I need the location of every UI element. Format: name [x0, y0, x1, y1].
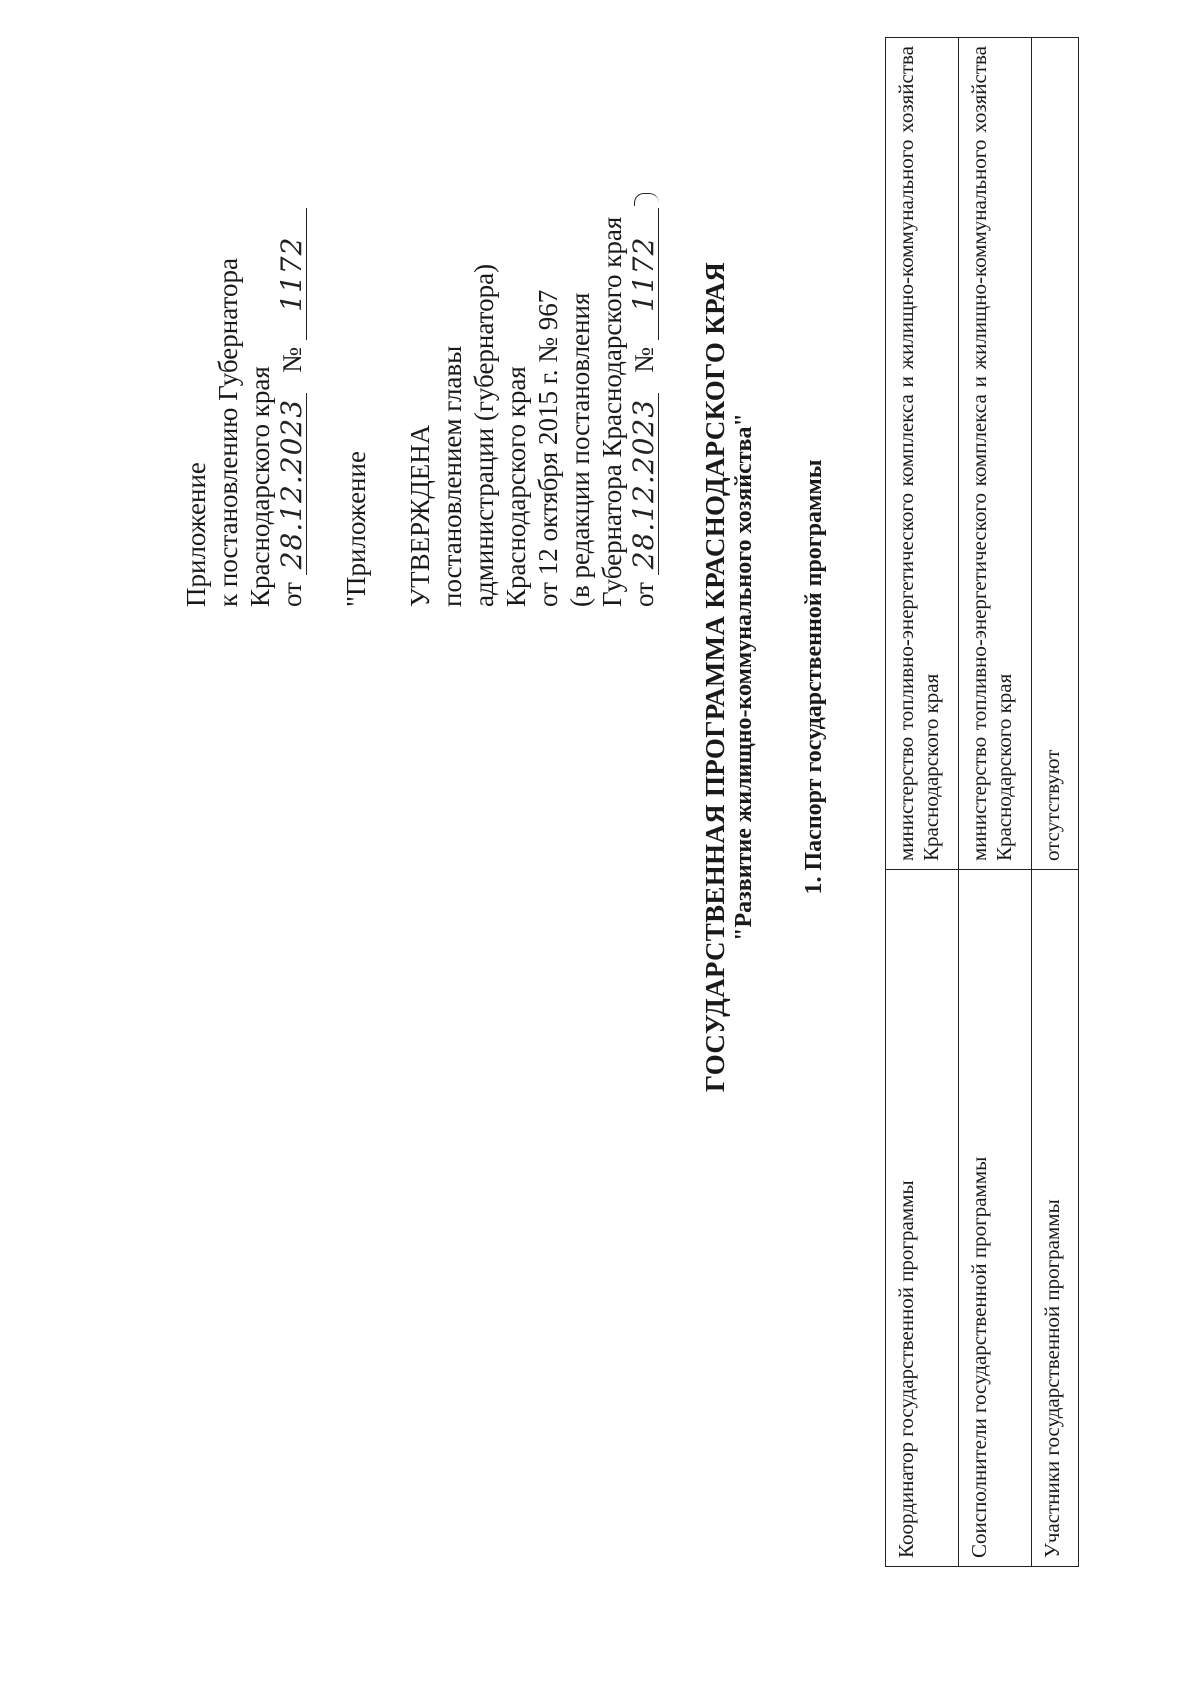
amend-date-prefix: от — [629, 582, 659, 607]
row-label: Участники государственной программы — [1032, 870, 1079, 1567]
amend-handwritten-number-text: 1172 — [627, 236, 660, 312]
region-name: Краснодарского края — [245, 366, 275, 607]
table-row — [959, 38, 1032, 1567]
approved-line-3: Краснодарского края — [501, 366, 531, 607]
approved-line-4: от 12 октября 2015 г. № 967 — [533, 289, 563, 607]
program-subtitle: "Развитие жилищно-коммунального хозяйства" — [731, 413, 757, 941]
date-prefix: от — [277, 582, 307, 607]
amend-date-line — [628, 47, 660, 607]
approved-line-1: постановлением главы — [437, 345, 467, 607]
spacer — [308, 47, 340, 607]
table-row — [886, 38, 959, 1567]
approval-block — [180, 47, 660, 607]
handwritten-number — [275, 208, 308, 340]
passport-table — [885, 37, 1079, 1567]
program-title: ГОСУДАРСТВЕННАЯ ПРОГРАММА КРАСНОДАРСКОГО КРАЯ — [700, 261, 730, 1093]
decree-date-line — [276, 47, 308, 607]
table-row — [1032, 38, 1079, 1567]
approved-line-2: администрации (губернатора) — [469, 263, 499, 607]
decree-reference: к постановлению Губернатора — [213, 258, 243, 607]
amend-handwritten-date — [627, 393, 660, 575]
handwritten-date-text: 28.12.2023 — [275, 398, 308, 570]
handwritten-number-text: 1172 — [275, 236, 308, 312]
amend-handwritten-date-text: 28.12.2023 — [627, 398, 660, 570]
handwritten-date — [275, 393, 308, 575]
row-value: министерство топливно-энергетического комплекса и жилищно-коммунального хозяйства Краснодарского края — [886, 38, 959, 870]
appendix-label: "Приложение — [341, 451, 371, 607]
row-label: Соисполнители государственной программы — [959, 870, 1032, 1567]
approved-label: УТВЕРЖДЕНА — [405, 424, 435, 607]
row-value: отсутствуют — [1032, 38, 1079, 870]
number-prefix: № — [277, 346, 307, 373]
approved-line-5: (в редакции постановления — [565, 292, 595, 607]
appendix-heading: Приложение — [181, 462, 211, 607]
approved-line-6: Губернатора Краснодарского края — [597, 216, 627, 607]
amend-handwritten-number — [627, 208, 660, 340]
spacer — [372, 47, 404, 607]
row-value: министерство топливно-энергетического комплекса и жилищно-коммунального хозяйства Краснодарского края — [959, 38, 1032, 870]
section-title: 1. Паспорт государственной программы — [801, 459, 827, 895]
closing-parenthesis — [634, 193, 659, 206]
amend-number-prefix: № — [629, 346, 659, 373]
row-label: Координатор государственной программы — [886, 870, 959, 1567]
